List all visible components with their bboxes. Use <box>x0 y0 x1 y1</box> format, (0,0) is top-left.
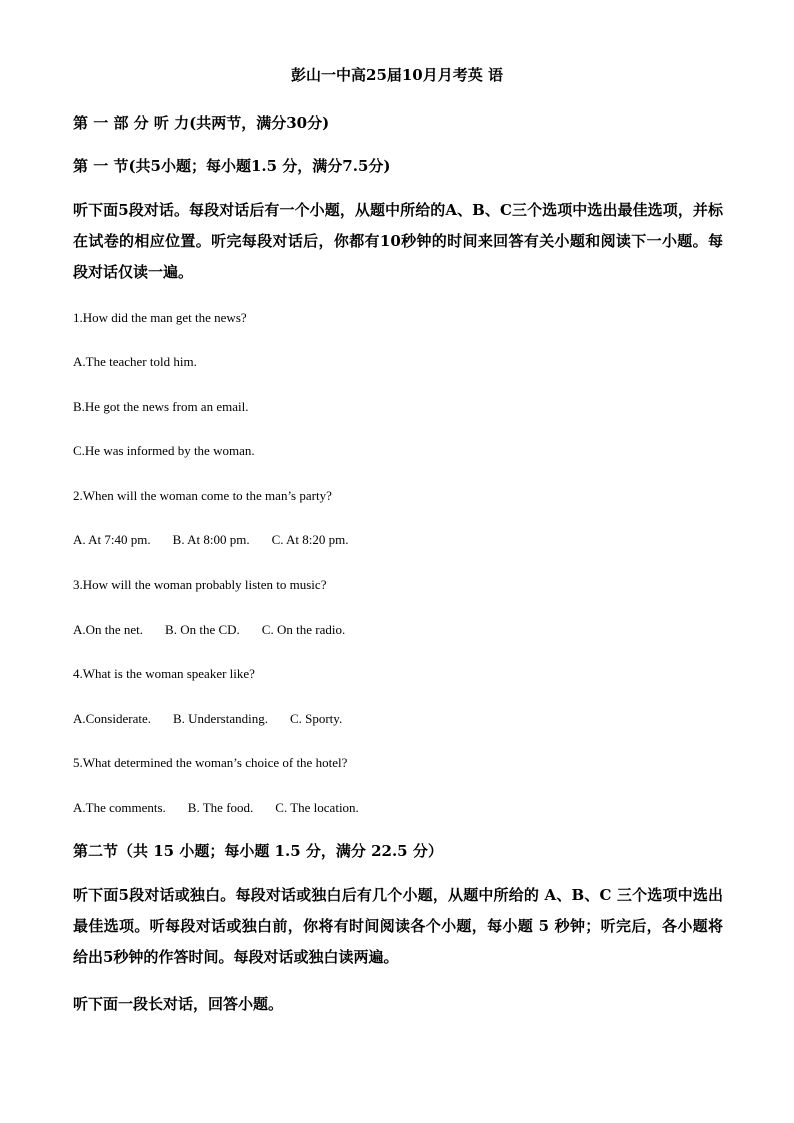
question-4-option-b: B. Understanding. <box>172 711 268 726</box>
question-4-option-a: A.Considerate. <box>73 711 151 726</box>
question-4-stem: 4.What is the woman speaker like? <box>73 666 255 681</box>
question-3-option-b: B. On the CD. <box>165 622 240 637</box>
question-1-option-b: B.He got the news from an email. <box>73 399 249 414</box>
section2-heading: 第二节（共 15 小题；每小题 1.5 分，满分 22.5 分） <box>73 842 443 860</box>
question-3-options <box>73 621 367 639</box>
question-3-stem: 3.How will the woman probably listen to music? <box>73 577 327 592</box>
question-5-option-c: C. The location. <box>275 800 359 815</box>
question-1-option-c: C.He was informed by the woman. <box>73 443 255 458</box>
question-4-option-c: C. Sporty. <box>289 711 343 726</box>
question-2-option-c: C. At 8:20 pm. <box>271 532 349 547</box>
question-3-option-c: C. On the radio. <box>261 622 346 637</box>
question-5-options <box>73 799 381 817</box>
question-4-options <box>73 710 364 728</box>
question-1-stem: 1.How did the man get the news? <box>73 310 247 325</box>
question-2-stem: 2.When will the woman come to the man’s party? <box>73 488 332 503</box>
question-3-option-a: A.On the net. <box>73 622 144 637</box>
page-title: 彭山一中高25届10月月考英 语 <box>291 66 503 84</box>
section1-heading: 第 一 节(共5小题；每小题1.5 分，满分7.5分) <box>73 157 391 175</box>
section2-instructions: 听下面5段对话或独白。每段对话或独白后有几个小题，从题中所给的 A、B、C 三个选项中选出最佳选项。听每段对话或独白前，你将有时间阅读各个小题，每小题 5 秒钟；听完后，各小题将给出5秒钟的作答时间。每段对话或独白读两遍。 <box>73 886 723 966</box>
question-1-option-a: A.The teacher told him. <box>73 354 197 369</box>
question-5-option-a: A.The comments. <box>73 800 166 815</box>
question-2-option-b: B. At 8:00 pm. <box>172 532 250 547</box>
part1-heading: 第 一 部 分 听 力(共两节，满分30分) <box>73 114 330 132</box>
question-5-option-b: B. The food. <box>187 800 254 815</box>
question-2-option-a: A. At 7:40 pm. <box>73 532 151 547</box>
section1-instructions: 听下面5段对话。每段对话后有一个小题，从题中所给的A、B、C三个选项中选出最佳选项，并标在试卷的相应位置。听完每段对话后，你都有10秒钟的时间来回答有关小题和阅读下一小题。每段对话仅读一遍。 <box>73 201 723 281</box>
question-5-stem: 5.What determined the woman’s choice of the hotel? <box>73 755 348 770</box>
question-2-options <box>73 531 371 549</box>
section2-subheading: 听下面一段长对话，回答小题。 <box>73 995 284 1013</box>
